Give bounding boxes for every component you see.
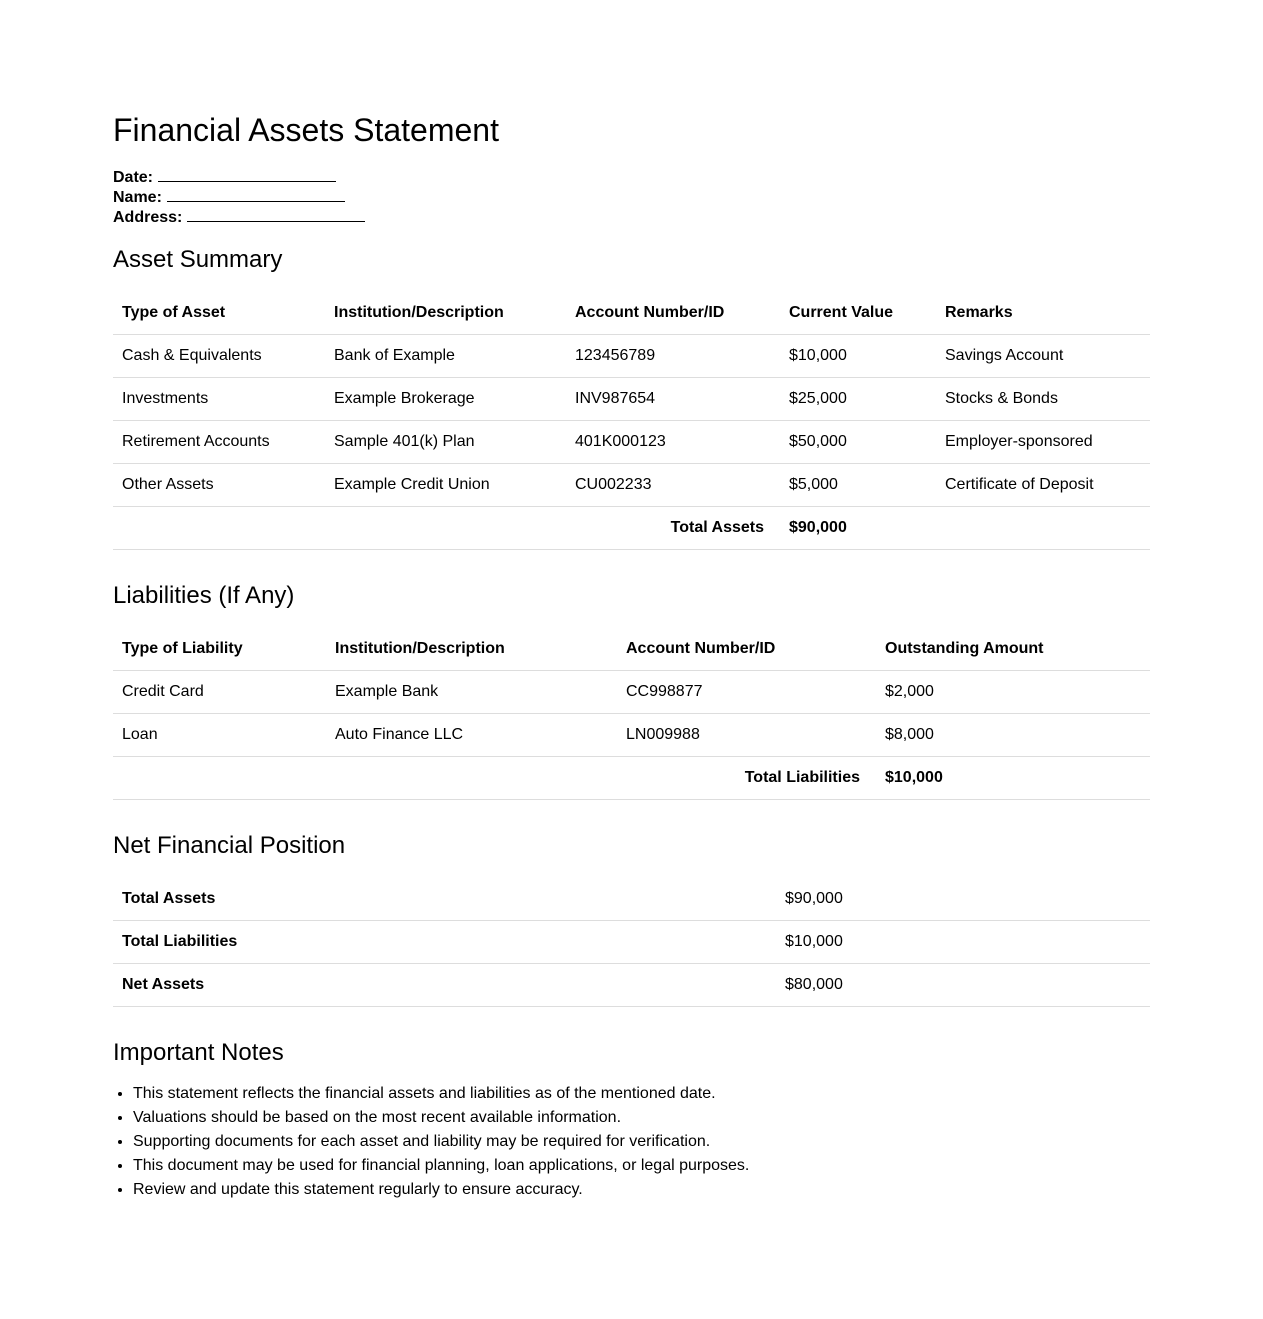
table-row [113, 464, 1150, 507]
asset-col-value: Current Value [780, 292, 936, 335]
liability-amount-cell: $8,000 [876, 714, 1150, 757]
table-row [113, 671, 1150, 714]
liability-account-cell: LN009988 [617, 714, 876, 757]
liability-account-cell: CC998877 [617, 671, 876, 714]
table-row [113, 378, 1150, 421]
date-label: Date: [113, 169, 154, 186]
total-liabilities-label: Total Liabilities [113, 757, 876, 800]
page-title: Financial Assets Statement [113, 112, 499, 148]
liabilities-heading: Liabilities (If Any) [113, 582, 295, 609]
asset-type-cell: Investments [113, 378, 325, 421]
asset-account-cell: INV987654 [566, 378, 780, 421]
liability-col-type: Type of Liability [113, 628, 326, 671]
asset-header-row [113, 292, 1150, 335]
asset-value-cell: $25,000 [780, 378, 936, 421]
liability-institution-cell: Auto Finance LLC [326, 714, 617, 757]
date-blank [158, 167, 336, 182]
name-label: Name: [113, 189, 162, 206]
liability-col-institution: Institution/Description [326, 628, 617, 671]
notes-list [113, 1082, 749, 1202]
asset-summary-table [113, 292, 1150, 550]
table-row [113, 921, 1150, 964]
asset-remarks-cell: Stocks & Bonds [936, 378, 1150, 421]
asset-type-cell: Retirement Accounts [113, 421, 325, 464]
asset-account-cell: 123456789 [566, 335, 780, 378]
table-row [113, 421, 1150, 464]
list-item: • Valuations should be based on the most recent available information. [133, 1106, 749, 1130]
name-line [113, 187, 365, 207]
table-row [113, 964, 1150, 1007]
asset-value-cell: $50,000 [780, 421, 936, 464]
asset-value-cell: $5,000 [780, 464, 936, 507]
asset-account-cell: 401K000123 [566, 421, 780, 464]
table-row [113, 878, 1150, 921]
table-row [113, 714, 1150, 757]
asset-total-empty-cell [936, 507, 1150, 550]
list-item: • This statement reflects the financial assets and liabilities as of the mentioned date. [133, 1082, 749, 1106]
address-blank [187, 207, 365, 222]
asset-account-cell: CU002233 [566, 464, 780, 507]
asset-institution-cell: Sample 401(k) Plan [325, 421, 566, 464]
list-item: • This document may be used for financial planning, loan applications, or legal purposes. [133, 1154, 749, 1178]
total-assets-label: Total Assets [113, 507, 780, 550]
asset-remarks-cell: Savings Account [936, 335, 1150, 378]
asset-total-row [113, 507, 1150, 550]
statement-meta [113, 167, 365, 227]
liability-type-cell: Credit Card [113, 671, 326, 714]
asset-col-account: Account Number/ID [566, 292, 780, 335]
asset-value-cell: $10,000 [780, 335, 936, 378]
liability-type-cell: Loan [113, 714, 326, 757]
net-row-label: Total Assets [113, 878, 776, 921]
net-row-value: $10,000 [776, 921, 1150, 964]
liability-amount-cell: $2,000 [876, 671, 1150, 714]
table-row [113, 335, 1150, 378]
liability-total-row [113, 757, 1150, 800]
asset-col-institution: Institution/Description [325, 292, 566, 335]
asset-institution-cell: Example Brokerage [325, 378, 566, 421]
liability-institution-cell: Example Bank [326, 671, 617, 714]
list-item: • Supporting documents for each asset and liability may be required for verification. [133, 1130, 749, 1154]
net-row-value: $90,000 [776, 878, 1150, 921]
net-position-heading: Net Financial Position [113, 832, 346, 859]
address-line [113, 207, 365, 227]
net-row-value: $80,000 [776, 964, 1150, 1007]
name-blank [167, 187, 345, 202]
address-label: Address: [113, 209, 183, 226]
asset-type-cell: Cash & Equivalents [113, 335, 325, 378]
asset-col-type: Type of Asset [113, 292, 325, 335]
net-row-label: Total Liabilities [113, 921, 776, 964]
notes-heading: Important Notes [113, 1039, 284, 1066]
total-liabilities-value: $10,000 [876, 757, 1150, 800]
total-assets-value: $90,000 [780, 507, 936, 550]
asset-institution-cell: Example Credit Union [325, 464, 566, 507]
asset-institution-cell: Bank of Example [325, 335, 566, 378]
asset-remarks-cell: Employer-sponsored [936, 421, 1150, 464]
asset-type-cell: Other Assets [113, 464, 325, 507]
date-line [113, 167, 365, 187]
liability-header-row [113, 628, 1150, 671]
liability-col-account: Account Number/ID [617, 628, 876, 671]
liability-col-amount: Outstanding Amount [876, 628, 1150, 671]
liabilities-table [113, 628, 1150, 800]
net-position-table [113, 878, 1150, 1007]
asset-summary-heading: Asset Summary [113, 246, 283, 273]
asset-remarks-cell: Certificate of Deposit [936, 464, 1150, 507]
net-row-label: Net Assets [113, 964, 776, 1007]
asset-col-remarks: Remarks [936, 292, 1150, 335]
list-item: • Review and update this statement regularly to ensure accuracy. [133, 1178, 749, 1202]
